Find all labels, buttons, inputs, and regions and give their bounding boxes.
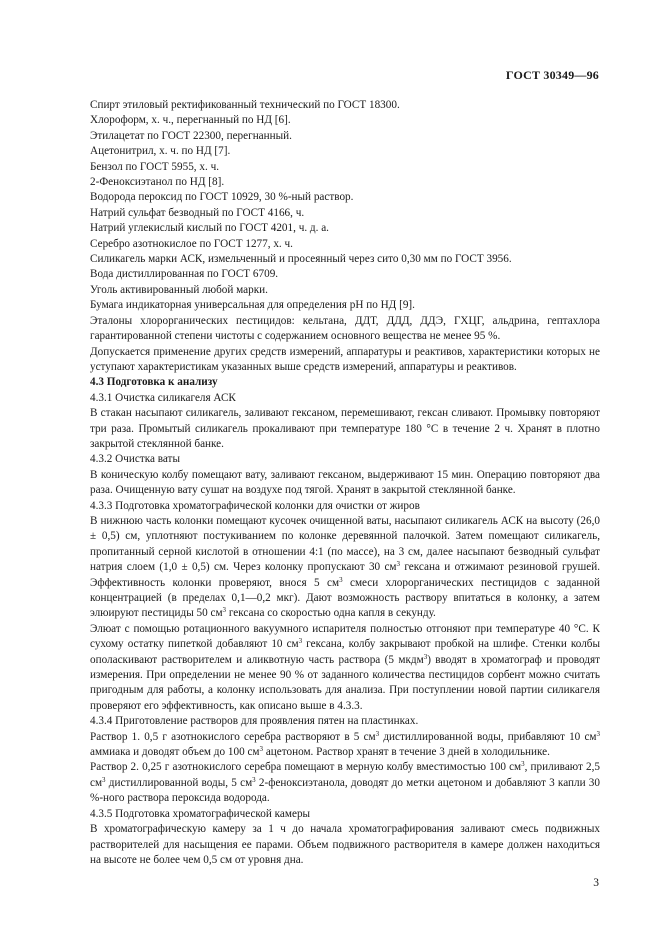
section-4-3-2-text [64,468,600,499]
standards-text: Эталоны хлорорганических пестицидов: кельтана, ДДТ, ДДД, ДДЭ, ГХЦГ, альдрина, гептахлора гарантированной степени чистоты с содержанием основного вещества не менее 95 %. [90,314,600,343]
solution-1-paragraph [64,730,600,761]
text-run: гексана и отжимают резиновой грушей. Эффективность колонки проверяют, внося 5 см [90,561,600,589]
text-run: дистиллированной воды, 5 см [105,776,253,789]
superscript: 3 [259,745,264,754]
text-run: В нижнюю часть колонки помещают кусочек очищенной ваты, насыпают силикагель АСК на высоту (26,0 ± 0,5) см, уплотняют постукиванием по колонке деревянной палочкой. Затем помещают силикагель, пропитанный серной кислотой в отношении 4:1 (по массе), на 3 см, далее насыпают безводный сульфат натрия слоем (1,0 ± 0,5) см. Через колонку пропускают 30 см [90,514,600,574]
superscript: 3 [222,606,227,615]
reagent-item: Силикагель марки АСК, измельченный и просеянный через сито 0,30 мм по ГОСТ 3956. [90,253,512,266]
superscript: 3 [423,652,428,661]
allowed-text: Допускается применение других средств измерений, аппаратуры и реактивов, характеристики которых не уступают характеристикам указанных выше средств измерений, аппаратуры и реактивов. [90,345,600,373]
section-4-3-1-body: В стакан насыпают силикагель, заливают гексаном, перемешивают, гексан сливают. Промывку повторяют три раза. Промытый силикагель прокаливают при температуре 180 °С в течение 2 ч. Хранят в плотно закрытой стеклянной банке. [90,407,600,450]
text-run: аммиака и доводят объем до 100 см [90,746,260,759]
section-4-3-title: 4.3 Подготовка к анализу [90,376,218,389]
reagent-item: Вода дистиллированная по ГОСТ 6709. [90,268,279,281]
reagent-item: Хлороформ, х. ч., перегнанный по НД [6]. [90,114,291,127]
section-4-3-1-text [64,406,600,452]
section-4-3-4-title: 4.3.4 Приготовление растворов для проявления пятен на пластинках. [90,715,419,728]
section-4-3-3-paragraph-2 [64,622,600,714]
superscript: 3 [521,760,525,769]
section-4-3-2-title: 4.3.2 Очистка ваты [90,453,180,466]
text-run: дистиллированной воды, прибавляют 10 см [379,730,597,743]
doc-number: ГОСТ 30349—96 [505,68,599,82]
text-run: , приливают 2,5 см [90,761,600,789]
text-run: гексана, колбу закрывают пробкой на шлифе. Стенки колбы ополаскивают растворителем и аликвотную часть раствора (5 мкдм [90,638,600,666]
superscript: 3 [298,637,303,646]
text-run: 2-феноксиэтанола, доводят до метки ацетоном и добавляют 3 капли 30 %-ного раствора пероксида водорода. [90,776,600,805]
reagent-item: Натрий сульфат безводный по ГОСТ 4166, ч. [90,206,305,219]
section-4-3-5-text [64,822,600,868]
reagent-item: Водорода пероксид по ГОСТ 10929, 30 %-ный раствор. [90,191,354,204]
section-4-3-5-title: 4.3.5 Подготовка хроматографической камеры [90,807,311,820]
text-run: Элюат с помощью ротационного вакуумного испарителя полностью отгоняют при температуре 40 °С. К сухому остатку пипеткой добавляют 10 см [90,622,600,651]
superscript: 3 [596,729,600,738]
text-run: ацетоном. Раствор хранят в течение 3 дней в холодильнике. [263,746,550,759]
text-run: гексана со скоростью одна капля в секунду. [226,607,436,620]
section-4-3-3-paragraph-1 [64,514,600,622]
superscript: 3 [375,729,380,738]
superscript: 3 [102,775,106,784]
text-run: смеси хлорорганических пестицидов с заданной концентрацией (в пределах 0,1—0,2 мкг). Дают возможность раствору впитаться в колонку, а затем элюируют пестициды 50 см [90,576,600,620]
solution-2-paragraph [64,760,600,806]
superscript: 3 [339,575,343,584]
section-4-3-5-body: В хроматографическую камеру за 1 ч до начала хроматографирования заливают смесь подвижных растворителей для насыщения ее парами. Объем подвижного растворителя в камере должен находиться на высоте не более чем 0,5 см от уровня дна. [90,823,600,866]
page-number: 3 [593,877,599,889]
section-4-3-3-title: 4.3.3 Подготовка хроматографической колонки для очистки от жиров [90,499,420,512]
superscript: 3 [252,775,256,784]
text-run: Раствор 2. 0,25 г азотнокислого серебра помещают в мерную колбу вместимостью 100 см [90,761,522,774]
reagent-item: Уголь активированный любой марки. [90,283,268,296]
text-run: ) вводят в хроматограф и проводят измерения. При определении не менее 90 % от заданного количества пестицидов сорбент можно считать пригодным для работы, а колонку использовать для анализа. При поступлении новой партии силикагеля проверяют его эффективность, как описано выше в 4.3.3. [90,653,601,712]
document-body [90,98,600,868]
reagent-item: Бензол по ГОСТ 5955, х. ч. [90,160,220,173]
standards-paragraph [64,314,600,345]
superscript: 3 [396,560,401,569]
text-run: Раствор 1. 0,5 г азотнокислого серебра растворяют в 5 см [90,730,376,743]
reagent-item: Этилацетат по ГОСТ 22300, перегнанный. [90,129,292,142]
reagent-item: Ацетонитрил, х. ч. по НД [7]. [90,145,231,158]
reagent-item: Спирт этиловый ректификованный технический по ГОСТ 18300. [90,99,400,111]
reagent-item: Натрий углекислый кислый по ГОСТ 4201, ч. д. а. [90,222,329,235]
section-4-3-1-title: 4.3.1 Очистка силикагеля АСК [90,391,236,404]
section-4-3-2-body: В коническую колбу помещают вату, заливают гексаном, выдерживают 15 мин. Операцию повторяют два раза. Очищенную вату сушат на воздухе под тягой. Хранят в закрытой стеклянной банке. [90,468,600,497]
reagent-item: Серебро азотнокислое по ГОСТ 1277, х. ч. [90,237,293,250]
allowed-paragraph [64,345,600,376]
reagent-item: 2-Феноксиэтанол по НД [8]. [90,176,225,189]
reagent-item: Бумага индикаторная универсальная для определения рН по НД [9]. [90,299,415,312]
